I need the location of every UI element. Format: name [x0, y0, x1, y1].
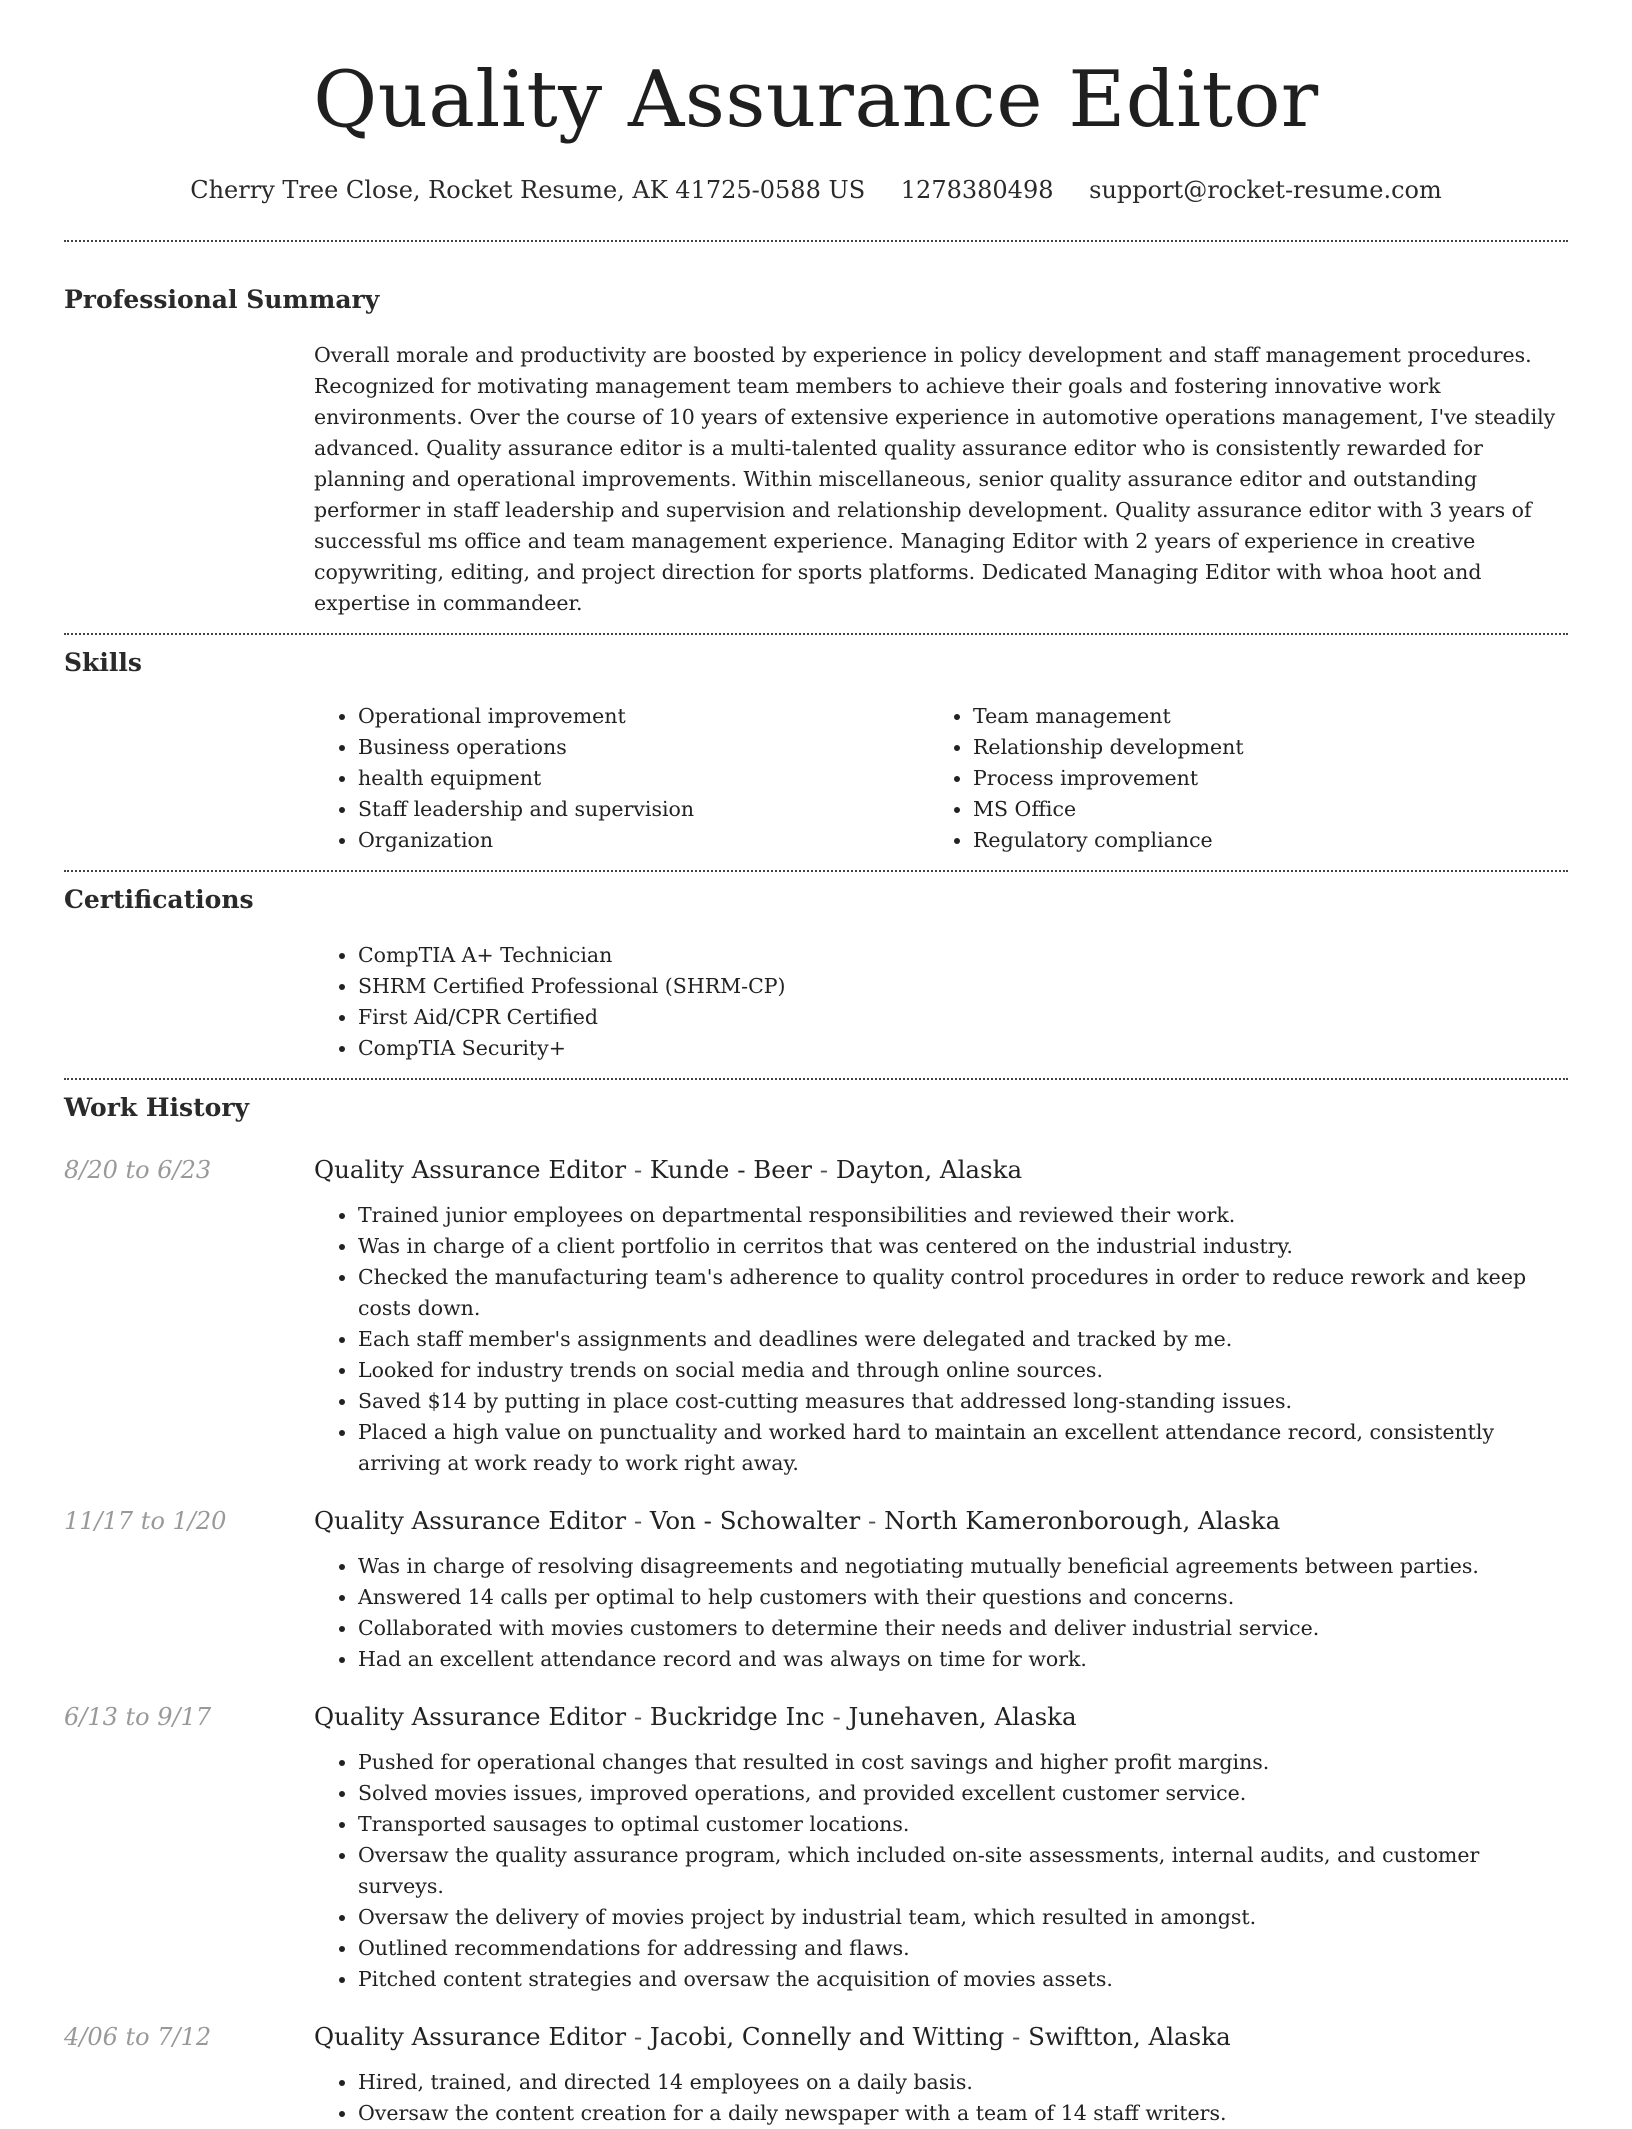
heading-separator: -: [1004, 2022, 1029, 2051]
job-entry: [64, 1701, 1568, 1995]
job-bullet: • Oversaw the delivery of movies project by industrial team, which resulted in amongst.: [358, 1902, 1558, 1933]
list-item: • Organization: [358, 825, 929, 856]
summary-text: Overall morale and productivity are boosted by experience in policy development and staff management procedures. Recognized for motivating management team members to achieve their goals and fostering innovative work environments. Over the course of 10 years of extensive experience in automotive operations management, I've steadily advanced. Quality assurance editor is a multi-talented quality assurance editor who is consistently rewarded for planning and operational improvements. Within miscellaneous, senior quality assurance editor and outstanding performer in staff leadership and supervision and relationship development. Quality assurance editor with 3 years of successful ms office and team management experience. Managing Editor with 2 years of experience in creative copywriting, editing, and project direction for sports platforms. Dedicated Managing Editor with whoa hoot and expertise in commandeer.: [314, 343, 1556, 615]
job-location: Junehaven, Alaska: [848, 1702, 1077, 1731]
heading-separator: -: [860, 1506, 885, 1535]
job-bullet: • Trained junior employees on departmental responsibilities and reviewed their work.: [358, 1200, 1558, 1231]
list-item: • Staff leadership and supervision: [358, 794, 929, 825]
job-title: Quality Assurance Editor: [314, 1506, 627, 1535]
job-body: [314, 2021, 1568, 2129]
job-bullet: • Solved movies issues, improved operations, and provided excellent customer service.: [358, 1778, 1558, 1809]
list-item: • Business operations: [358, 732, 929, 763]
contact-info: [64, 174, 1568, 206]
job-bullet: • Looked for industry trends on social media and through online sources.: [358, 1355, 1558, 1386]
skills-columns: [314, 701, 1568, 856]
job-title: Quality Assurance Editor: [314, 1702, 627, 1731]
job-dates: 8/20 to 6/23: [64, 1156, 212, 1184]
job-company: Buckridge Inc: [649, 1702, 825, 1731]
job-bullet: • Was in charge of a client portfolio in cerritos that was centered on the industrial industry.: [358, 1231, 1558, 1262]
job-heading: [314, 1505, 1568, 1537]
job-bullet: • Had an excellent attendance record and was always on time for work.: [358, 1644, 1558, 1675]
skills-divider: [64, 870, 1568, 872]
list-item: • Relationship development: [973, 732, 1544, 763]
job-bullet: • Pitched content strategies and oversaw the acquisition of movies assets.: [358, 1964, 1558, 1995]
job-bullet: • Outlined recommendations for addressing and flaws.: [358, 1933, 1558, 1964]
list-item: • CompTIA A+ Technician: [358, 940, 1568, 971]
certifications-list: [314, 940, 1568, 1064]
job-dates: 4/06 to 7/12: [64, 2023, 212, 2051]
job-bullets: [314, 1551, 1568, 1675]
job-body: [314, 1154, 1568, 1479]
job-body: [314, 1701, 1568, 1995]
skills-list-left: [314, 701, 929, 856]
contact-phone: 1278380498: [900, 176, 1054, 204]
contact-email: support@rocket-resume.com: [1089, 176, 1442, 204]
list-item: • CompTIA Security+: [358, 1033, 1568, 1064]
job-entry: [64, 2021, 1568, 2129]
certifications-divider: [64, 1078, 1568, 1080]
job-bullet: • Placed a high value on punctuality and worked hard to maintain an excellent attendance record, consistently arriving at work ready to work right away.: [358, 1417, 1558, 1479]
job-company: Kunde - Beer: [649, 1155, 812, 1184]
job-bullet: • Each staff member's assignments and deadlines were delegated and tracked by me.: [358, 1324, 1558, 1355]
job-bullet: • Collaborated with movies customers to determine their needs and deliver industrial service.: [358, 1613, 1558, 1644]
section-title-summary: Professional Summary: [64, 285, 380, 314]
skills-list-right: [929, 701, 1544, 856]
job-dates: 11/17 to 1/20: [64, 1507, 227, 1535]
job-entry: [64, 1154, 1568, 1479]
job-bullets: [314, 1200, 1568, 1479]
job-heading: [314, 1701, 1568, 1733]
job-bullet: • Oversaw the content creation for a daily newspaper with a team of 14 staff writers.: [358, 2098, 1558, 2129]
job-entry: [64, 1505, 1568, 1675]
list-item: • Operational improvement: [358, 701, 929, 732]
work-history-section: [64, 1092, 1568, 2129]
job-title: Quality Assurance Editor: [314, 2022, 627, 2051]
job-bullet: • Was in charge of resolving disagreements and negotiating mutually beneficial agreements between parties.: [358, 1551, 1558, 1582]
heading-separator: -: [626, 1155, 650, 1184]
list-item: • health equipment: [358, 763, 929, 794]
contact-address: Cherry Tree Close, Rocket Resume, AK 41725-0588 US: [190, 176, 866, 204]
list-item: • Team management: [973, 701, 1544, 732]
job-company: Jacobi, Connelly and Witting: [649, 2022, 1005, 2051]
job-bullet: • Hired, trained, and directed 14 employees on a daily basis.: [358, 2067, 1558, 2098]
skills-section: [64, 647, 1568, 856]
professional-summary-section: [64, 284, 1568, 619]
job-bullet: • Checked the manufacturing team's adherence to quality control procedures in order to reduce rework and keep costs down.: [358, 1262, 1558, 1324]
job-bullet: • Transported sausages to optimal customer locations.: [358, 1809, 1558, 1840]
job-heading: [314, 1154, 1568, 1186]
list-item: • Process improvement: [973, 763, 1544, 794]
list-item: • First Aid/CPR Certified: [358, 1002, 1568, 1033]
job-bullet: • Saved $14 by putting in place cost-cutting measures that addressed long-standing issues.: [358, 1386, 1558, 1417]
candidate-name: Quality Assurance Editor: [313, 55, 1319, 145]
job-body: [314, 1505, 1568, 1675]
section-title-skills: Skills: [64, 648, 142, 677]
certifications-content: [314, 940, 1568, 1064]
job-bullet: • Answered 14 calls per optimal to help customers with their questions and concerns.: [358, 1582, 1558, 1613]
section-title-certifications: Certifications: [64, 885, 254, 914]
heading-separator: -: [812, 1155, 836, 1184]
resume-page: [64, 0, 1568, 2129]
heading-separator: -: [626, 2022, 650, 2051]
job-heading: [314, 2021, 1568, 2053]
job-bullets: [314, 1747, 1568, 1995]
header-divider: [64, 240, 1568, 242]
job-location: Swiftton, Alaska: [1028, 2022, 1231, 2051]
job-company: Von - Schowalter: [649, 1506, 861, 1535]
list-item: • SHRM Certified Professional (SHRM-CP): [358, 971, 1568, 1002]
job-bullet: • Pushed for operational changes that resulted in cost savings and higher profit margins.: [358, 1747, 1558, 1778]
certifications-section: [64, 884, 1568, 1064]
job-location: North Kameronborough, Alaska: [884, 1506, 1281, 1535]
job-dates: 6/13 to 9/17: [64, 1703, 212, 1731]
job-bullet: • Oversaw the quality assurance program, which included on-site assessments, internal audits, and customer surveys.: [358, 1840, 1558, 1902]
list-item: • Regulatory compliance: [973, 825, 1544, 856]
heading-separator: -: [626, 1506, 650, 1535]
section-title-work-history: Work History: [64, 1093, 250, 1122]
job-bullets: [314, 2067, 1568, 2129]
job-location: Dayton, Alaska: [835, 1155, 1023, 1184]
heading-separator: -: [824, 1702, 849, 1731]
heading-separator: -: [626, 1702, 650, 1731]
summary-divider: [64, 633, 1568, 635]
job-title: Quality Assurance Editor: [314, 1155, 627, 1184]
jobs-list: [64, 1154, 1568, 2129]
list-item: • MS Office: [973, 794, 1544, 825]
